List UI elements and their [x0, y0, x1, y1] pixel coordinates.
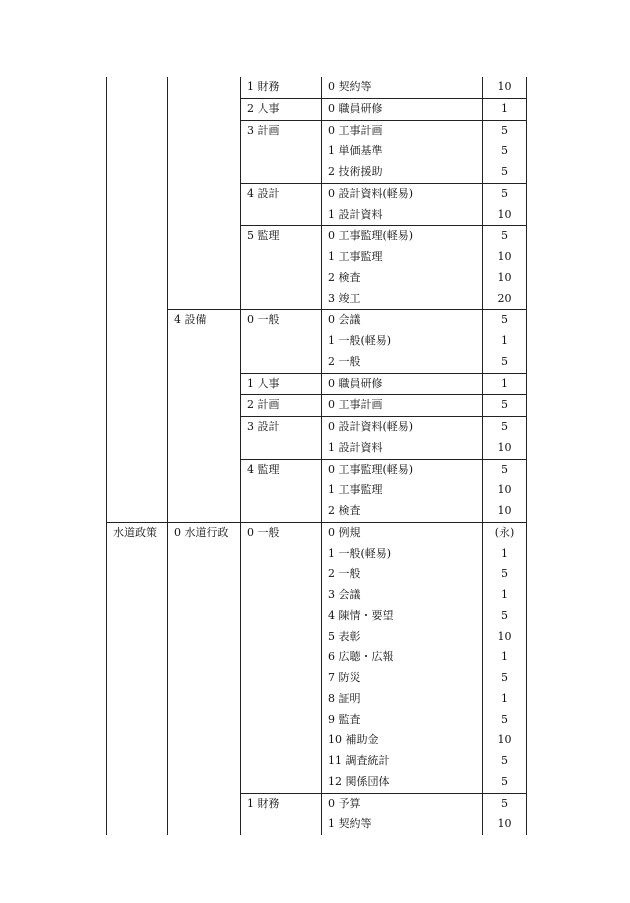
mid-category-cell	[168, 606, 241, 627]
retention-schedule-table	[106, 77, 527, 835]
mid-category-cell	[168, 772, 241, 793]
retention-years-cell: 5	[483, 183, 527, 204]
minor-category-cell	[241, 247, 322, 268]
item-cell: 2 検査	[322, 501, 483, 522]
table-body	[107, 77, 527, 835]
item-cell: 5 表彰	[322, 627, 483, 648]
mid-category-cell	[168, 564, 241, 585]
table-row	[107, 585, 527, 606]
table-row	[107, 606, 527, 627]
major-category-cell	[107, 710, 168, 731]
table-row	[107, 730, 527, 751]
retention-years-cell: 1	[483, 689, 527, 710]
item-cell: 9 監査	[322, 710, 483, 731]
mid-category-cell	[168, 689, 241, 710]
item-cell: 2 技術援助	[322, 162, 483, 183]
retention-years-cell: (永)	[483, 522, 527, 543]
major-category-cell	[107, 331, 168, 352]
mid-category-cell	[168, 352, 241, 373]
major-category-cell	[107, 627, 168, 648]
minor-category-cell: 0 一般	[241, 310, 322, 331]
item-cell: 1 単価基準	[322, 141, 483, 162]
item-cell: 0 工事監理(軽易)	[322, 226, 483, 247]
retention-years-cell: 5	[483, 395, 527, 417]
retention-years-cell: 5	[483, 772, 527, 793]
item-cell: 3 竣工	[322, 289, 483, 310]
major-category-cell	[107, 226, 168, 247]
major-category-cell	[107, 647, 168, 668]
minor-category-cell	[241, 689, 322, 710]
minor-category-cell	[241, 205, 322, 226]
minor-category-cell	[241, 501, 322, 522]
minor-category-cell: 2 計画	[241, 395, 322, 417]
table-row	[107, 289, 527, 310]
table-row	[107, 522, 527, 543]
retention-years-cell: 5	[483, 668, 527, 689]
mid-category-cell	[168, 247, 241, 268]
minor-category-cell	[241, 162, 322, 183]
mid-category-cell	[168, 814, 241, 835]
mid-category-cell	[168, 183, 241, 204]
major-category-cell	[107, 751, 168, 772]
retention-years-cell: 10	[483, 730, 527, 751]
item-cell: 0 例規	[322, 522, 483, 543]
item-cell: 6 広聴・広報	[322, 647, 483, 668]
item-cell: 11 調査統計	[322, 751, 483, 772]
mid-category-cell	[168, 438, 241, 459]
major-category-cell	[107, 585, 168, 606]
retention-years-cell: 1	[483, 98, 527, 120]
item-cell: 0 工事計画	[322, 120, 483, 141]
major-category-cell	[107, 310, 168, 331]
retention-years-cell: 10	[483, 438, 527, 459]
item-cell: 8 証明	[322, 689, 483, 710]
major-category-cell	[107, 98, 168, 120]
retention-years-cell: 10	[483, 627, 527, 648]
table-row	[107, 793, 527, 814]
mid-category-cell	[168, 205, 241, 226]
minor-category-cell: 0 一般	[241, 522, 322, 543]
table-row	[107, 247, 527, 268]
retention-years-cell: 5	[483, 352, 527, 373]
mid-category-cell: 0 水道行政	[168, 522, 241, 543]
retention-years-cell: 10	[483, 268, 527, 289]
table-row	[107, 395, 527, 417]
minor-category-cell	[241, 814, 322, 835]
major-category-cell	[107, 183, 168, 204]
item-cell: 0 設計資料(軽易)	[322, 417, 483, 438]
mid-category-cell	[168, 668, 241, 689]
mid-category-cell	[168, 141, 241, 162]
mid-category-cell	[168, 459, 241, 480]
mid-category-cell	[168, 585, 241, 606]
mid-category-cell	[168, 417, 241, 438]
major-category-cell	[107, 730, 168, 751]
retention-years-cell: 1	[483, 647, 527, 668]
minor-category-cell	[241, 480, 322, 501]
item-cell: 2 一般	[322, 564, 483, 585]
minor-category-cell: 1 財務	[241, 793, 322, 814]
table-row	[107, 77, 527, 98]
retention-years-cell: 1	[483, 331, 527, 352]
minor-category-cell: 4 監理	[241, 459, 322, 480]
minor-category-cell	[241, 668, 322, 689]
mid-category-cell	[168, 331, 241, 352]
table-row	[107, 814, 527, 835]
minor-category-cell	[241, 647, 322, 668]
minor-category-cell	[241, 585, 322, 606]
table-row	[107, 438, 527, 459]
item-cell: 12 関係団体	[322, 772, 483, 793]
table-row	[107, 564, 527, 585]
mid-category-cell	[168, 793, 241, 814]
item-cell: 0 職員研修	[322, 98, 483, 120]
item-cell: 1 一般(軽易)	[322, 544, 483, 565]
minor-category-cell: 1 人事	[241, 373, 322, 395]
major-category-cell	[107, 247, 168, 268]
table-row	[107, 268, 527, 289]
item-cell: 0 職員研修	[322, 373, 483, 395]
mid-category-cell	[168, 627, 241, 648]
major-category-cell	[107, 814, 168, 835]
retention-years-cell: 1	[483, 544, 527, 565]
mid-category-cell	[168, 647, 241, 668]
item-cell: 4 陳情・要望	[322, 606, 483, 627]
table-row	[107, 772, 527, 793]
table-row	[107, 668, 527, 689]
major-category-cell	[107, 77, 168, 98]
minor-category-cell: 4 設計	[241, 183, 322, 204]
table-row	[107, 352, 527, 373]
minor-category-cell	[241, 331, 322, 352]
table-row	[107, 205, 527, 226]
table-row	[107, 162, 527, 183]
minor-category-cell	[241, 772, 322, 793]
minor-category-cell	[241, 352, 322, 373]
retention-years-cell: 10	[483, 77, 527, 98]
retention-years-cell: 1	[483, 373, 527, 395]
item-cell: 3 会議	[322, 585, 483, 606]
table-row	[107, 480, 527, 501]
major-category-cell	[107, 395, 168, 417]
table-row	[107, 183, 527, 204]
retention-years-cell: 5	[483, 162, 527, 183]
retention-years-cell: 5	[483, 751, 527, 772]
retention-years-cell: 10	[483, 814, 527, 835]
major-category-cell	[107, 417, 168, 438]
retention-years-cell: 5	[483, 120, 527, 141]
retention-years-cell: 10	[483, 501, 527, 522]
table-row	[107, 141, 527, 162]
minor-category-cell	[241, 606, 322, 627]
retention-years-cell: 10	[483, 205, 527, 226]
table-row	[107, 120, 527, 141]
retention-years-cell: 20	[483, 289, 527, 310]
table-row	[107, 544, 527, 565]
item-cell: 1 工事監理	[322, 480, 483, 501]
retention-years-cell: 5	[483, 141, 527, 162]
table-row	[107, 647, 527, 668]
minor-category-cell	[241, 730, 322, 751]
major-category-cell	[107, 205, 168, 226]
retention-years-cell: 5	[483, 459, 527, 480]
major-category-cell	[107, 120, 168, 141]
mid-category-cell	[168, 373, 241, 395]
item-cell: 0 工事監理(軽易)	[322, 459, 483, 480]
mid-category-cell	[168, 710, 241, 731]
major-category-cell	[107, 793, 168, 814]
major-category-cell: 水道政策	[107, 522, 168, 543]
retention-years-cell: 5	[483, 226, 527, 247]
minor-category-cell	[241, 289, 322, 310]
item-cell: 10 補助金	[322, 730, 483, 751]
mid-category-cell	[168, 162, 241, 183]
table-row	[107, 98, 527, 120]
major-category-cell	[107, 373, 168, 395]
item-cell: 0 会議	[322, 310, 483, 331]
minor-category-cell	[241, 268, 322, 289]
table-row	[107, 751, 527, 772]
item-cell: 0 予算	[322, 793, 483, 814]
minor-category-cell: 3 設計	[241, 417, 322, 438]
major-category-cell	[107, 289, 168, 310]
table-row	[107, 689, 527, 710]
minor-category-cell	[241, 564, 322, 585]
minor-category-cell: 3 計画	[241, 120, 322, 141]
major-category-cell	[107, 438, 168, 459]
major-category-cell	[107, 564, 168, 585]
minor-category-cell	[241, 710, 322, 731]
table-row	[107, 417, 527, 438]
minor-category-cell	[241, 141, 322, 162]
retention-years-cell: 10	[483, 247, 527, 268]
item-cell: 0 設計資料(軽易)	[322, 183, 483, 204]
item-cell: 2 検査	[322, 268, 483, 289]
table-row	[107, 459, 527, 480]
table-row	[107, 331, 527, 352]
mid-category-cell	[168, 730, 241, 751]
mid-category-cell	[168, 98, 241, 120]
major-category-cell	[107, 772, 168, 793]
mid-category-cell	[168, 395, 241, 417]
retention-years-cell: 10	[483, 480, 527, 501]
mid-category-cell	[168, 289, 241, 310]
mid-category-cell	[168, 77, 241, 98]
major-category-cell	[107, 459, 168, 480]
mid-category-cell	[168, 544, 241, 565]
item-cell: 7 防災	[322, 668, 483, 689]
retention-years-cell: 5	[483, 606, 527, 627]
item-cell: 1 契約等	[322, 814, 483, 835]
retention-years-cell: 5	[483, 564, 527, 585]
major-category-cell	[107, 268, 168, 289]
mid-category-cell	[168, 120, 241, 141]
mid-category-cell	[168, 226, 241, 247]
minor-category-cell: 1 財務	[241, 77, 322, 98]
major-category-cell	[107, 606, 168, 627]
table-row	[107, 710, 527, 731]
major-category-cell	[107, 544, 168, 565]
retention-years-cell: 5	[483, 310, 527, 331]
minor-category-cell: 5 監理	[241, 226, 322, 247]
mid-category-cell	[168, 480, 241, 501]
mid-category-cell	[168, 751, 241, 772]
table-row	[107, 373, 527, 395]
major-category-cell	[107, 352, 168, 373]
item-cell: 1 工事監理	[322, 247, 483, 268]
table-row	[107, 501, 527, 522]
retention-years-cell: 5	[483, 793, 527, 814]
retention-years-cell: 5	[483, 710, 527, 731]
retention-years-cell: 1	[483, 585, 527, 606]
table-row	[107, 310, 527, 331]
minor-category-cell	[241, 544, 322, 565]
minor-category-cell	[241, 627, 322, 648]
major-category-cell	[107, 501, 168, 522]
minor-category-cell	[241, 751, 322, 772]
item-cell: 1 一般(軽易)	[322, 331, 483, 352]
item-cell: 2 一般	[322, 352, 483, 373]
item-cell: 0 工事計画	[322, 395, 483, 417]
major-category-cell	[107, 162, 168, 183]
table-row	[107, 226, 527, 247]
retention-years-cell: 5	[483, 417, 527, 438]
major-category-cell	[107, 480, 168, 501]
minor-category-cell: 2 人事	[241, 98, 322, 120]
mid-category-cell	[168, 501, 241, 522]
mid-category-cell	[168, 268, 241, 289]
item-cell: 1 設計資料	[322, 438, 483, 459]
major-category-cell	[107, 668, 168, 689]
item-cell: 1 設計資料	[322, 205, 483, 226]
minor-category-cell	[241, 438, 322, 459]
mid-category-cell: 4 設備	[168, 310, 241, 331]
item-cell: 0 契約等	[322, 77, 483, 98]
table-row	[107, 627, 527, 648]
major-category-cell	[107, 141, 168, 162]
major-category-cell	[107, 689, 168, 710]
